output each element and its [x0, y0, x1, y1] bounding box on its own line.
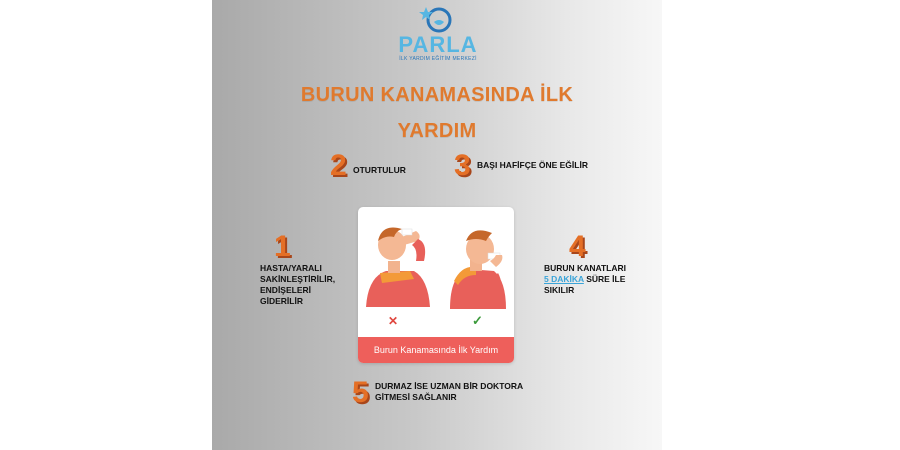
step-3-text: BAŞI HAFİFÇE ÖNE EĞİLİR: [477, 160, 588, 170]
step-1-text: HASTA/YARALI SAKİNLEŞTİRİLİR, ENDİŞELERİ GİDERİLİR: [260, 263, 336, 306]
step-3-number: 3: [454, 149, 471, 182]
step-4-text: [544, 263, 630, 296]
step-2-text: OTURTULUR: [353, 165, 406, 175]
step-4-number: 4: [569, 230, 586, 263]
step-4-duration-highlight: 5 DAKİKA: [544, 274, 584, 284]
page-title-line-1: BURUN KANAMASINDA İLK: [300, 84, 574, 106]
correct-check-icon: ✓: [472, 313, 483, 328]
step-4-text-pre: BURUN KANATLARI: [544, 263, 626, 273]
logo-subtitle: İLK YARDIM EĞİTİM MERKEZİ: [399, 56, 477, 62]
step-1-number: 1: [274, 230, 291, 263]
wrong-posture-figure: [366, 228, 430, 308]
step-4-text-post: SÜRE İLE SIKILIR: [544, 274, 626, 295]
card-banner: Burun Kanamasında İlk Yardım: [358, 337, 514, 363]
nosebleed-posture-illustration: [358, 207, 514, 337]
wrong-cross-icon: ✕: [388, 314, 399, 328]
step-2-number: 2: [330, 149, 347, 182]
page-title-line-2: YARDIM: [397, 120, 477, 142]
logo-name: PARLA: [398, 32, 478, 57]
infographic-poster: [212, 0, 662, 450]
step-5-number: 5: [352, 376, 369, 409]
parla-logo: [398, 4, 478, 84]
step-5-text: DURMAZ İSE UZMAN BİR DOKTORA GİTMESİ SAĞLANIR: [375, 381, 523, 402]
illustration-card: [358, 207, 514, 363]
correct-posture-figure: [450, 230, 506, 309]
